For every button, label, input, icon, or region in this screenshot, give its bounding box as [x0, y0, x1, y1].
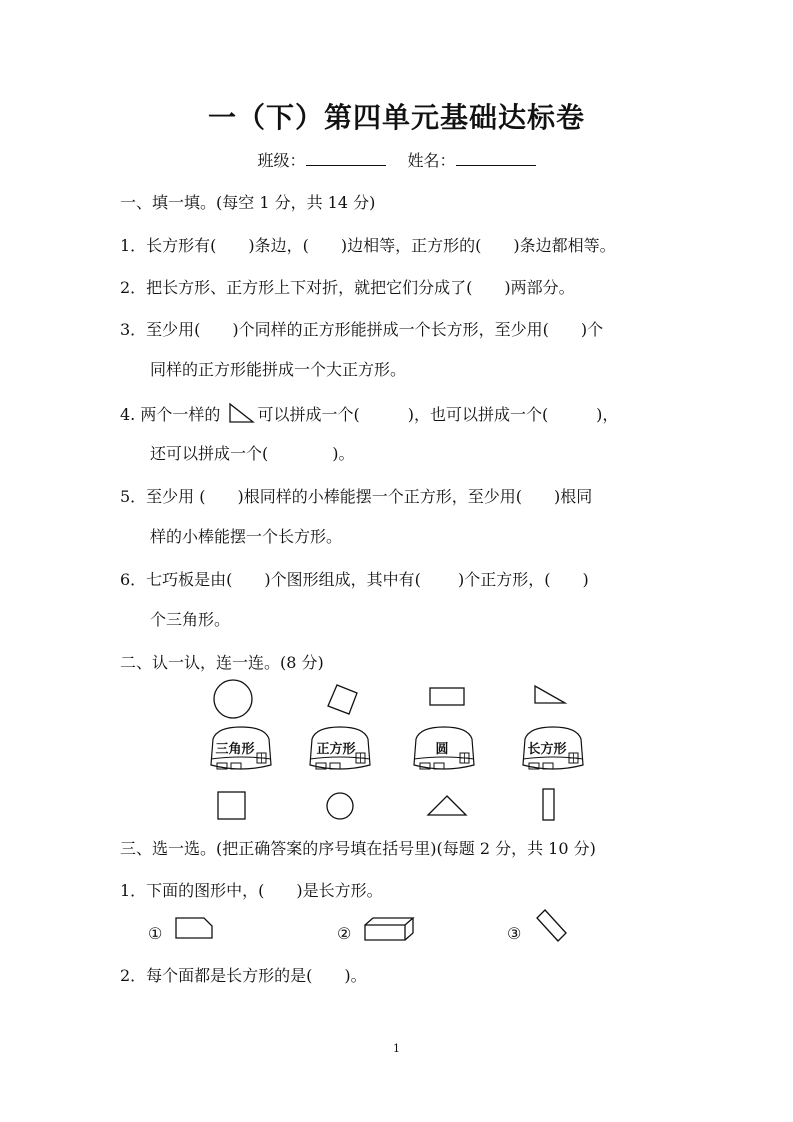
rectangle-shape[interactable]	[428, 686, 466, 708]
tilted-square-shape[interactable]	[324, 682, 360, 718]
question-3-2: 2．每个面都是长方形的是( )。	[120, 966, 367, 985]
section3-heading: 三、选一选。(把正确答案的序号填在括号里)(每题 2 分，共 10 分)	[120, 839, 596, 858]
house-label-triangle: 三角形	[215, 742, 255, 757]
question-1-3a: 3．至少用( )个同样的正方形能拼成一个长方形，至少用( )个	[120, 320, 604, 339]
option-3-tilted-rectangle-shape[interactable]	[533, 906, 569, 944]
question-1-4-post: 可以拼成一个( )，也可以拼成一个( )，	[257, 405, 619, 424]
triangle-shape[interactable]	[532, 684, 568, 706]
option-1-pentagon-shape[interactable]	[173, 915, 215, 941]
question-1-5a: 5．至少用 ( )根同样的小棒能摆一个正方形，至少用( )根同	[120, 487, 593, 506]
small-circle-shape[interactable]	[324, 791, 356, 823]
circle-shape[interactable]	[212, 678, 254, 720]
option-2-cuboid-shape[interactable]	[362, 915, 416, 943]
square-shape[interactable]	[216, 790, 248, 822]
house-label-rectangle: 长方形	[527, 742, 567, 757]
question-1-1: 1．长方形有( )条边，( )边相等，正方形的( )条边都相等。	[120, 236, 616, 255]
question-1-4a	[120, 402, 618, 425]
house-label-square: 正方形	[316, 742, 356, 757]
question-1-6b: 个三角形。	[150, 610, 231, 629]
section2-heading: 二、认一认，连一连。(8 分)	[120, 653, 324, 672]
name-label: 姓名：	[407, 151, 456, 170]
right-triangle-icon	[227, 402, 255, 424]
question-1-3b: 同样的正方形能拼成一个大正方形。	[150, 360, 407, 379]
house-label-circle: 圆	[435, 742, 449, 757]
question-1-2: 2．把长方形、正方形上下对折，就把它们分成了( )两部分。	[120, 278, 575, 297]
student-info	[0, 148, 793, 171]
page-number: 1	[393, 1042, 400, 1055]
question-1-5b: 样的小棒能摆一个长方形。	[150, 527, 343, 546]
class-blank[interactable]	[306, 151, 386, 166]
tall-rectangle-shape[interactable]	[540, 787, 558, 823]
page-title: 一（下）第四单元基础达标卷	[207, 101, 585, 134]
name-blank[interactable]	[456, 151, 536, 166]
section1-heading: 一、填一填。(每空 1 分，共 14 分)	[120, 193, 376, 212]
option-2-label[interactable]: ②	[337, 924, 352, 943]
question-1-6a: 6．七巧板是由( )个图形组成，其中有( )个正方形，( )	[120, 570, 589, 589]
question-1-4b: 还可以拼成一个( )。	[150, 444, 355, 463]
question-3-1: 1．下面的图形中，( )是长方形。	[120, 881, 383, 900]
option-3-label[interactable]: ③	[507, 924, 522, 943]
isosceles-triangle-shape[interactable]	[425, 793, 469, 819]
option-1-label[interactable]: ①	[148, 924, 163, 943]
question-1-4-pre: 4. 两个一样的	[120, 405, 221, 424]
class-label: 班级：	[257, 151, 306, 170]
